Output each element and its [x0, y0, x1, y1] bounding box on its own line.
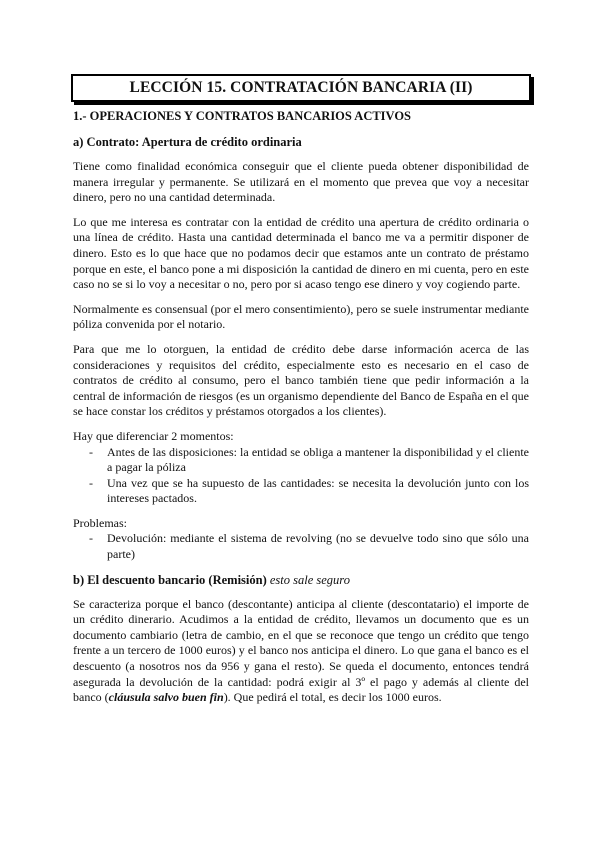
document-body: [73, 108, 529, 715]
moments-label: Hay que diferenciar 2 momentos:: [73, 428, 234, 443]
moments-list: [73, 445, 529, 507]
paragraph: Para que me lo otorguen, la entidad de crédito debe darse información acerca de las consideraciones y requisitos del crédito, especialmente esto es necesario en el caso de contratos de crédito al consumo, pero el banco también tiene que pedir información a la central de información de riesgos (es un organismo dependiente del Banco de España en el que se hace constar los créditos y préstamos otorgados a los clientes).: [73, 341, 529, 419]
paragraph: Normalmente es consensual (por el mero consentimiento), pero se suele instrumentar mediante póliza convenida por el notario.: [73, 301, 529, 332]
subsection-heading-b: b) El descuento bancario (Remisión) esto sale seguro: [73, 572, 350, 587]
lesson-title: LECCIÓN 15. CONTRATACIÓN BANCARIA (II): [71, 74, 531, 102]
paragraph: Tiene como finalidad económica conseguir que el cliente pueda obtener disponibilidad de manera irregular y permanente. Se utilizará en el momento que prevea que voy a necesitar dinero, pero no una cantidad determinada.: [73, 159, 529, 205]
emphasis: cláusula salvo buen fin: [108, 690, 224, 705]
section-heading: 1.- OPERACIONES Y CONTRATOS BANCARIOS ACTIVOS: [73, 109, 412, 123]
heading-note: esto sale seguro: [269, 572, 350, 587]
problems-label: Problemas:: [73, 515, 127, 530]
list-item: - Antes de las disposiciones: la entidad se obliga a mantener la disponibilidad y el cliente a pagar la póliza: [89, 444, 529, 475]
paragraph: Se caracteriza porque el banco (descontante) anticipa al cliente (descontatario) el importe de un crédito dinerario. Acudimos a la entidad de crédito, llevamos un documento que es un documento cambiario (letra de cambio, en el que se reconoce que tengo un crédito que tengo frente a un tercero de 1000 euros) y el banco nos anticipa el dinero. Lo que gana el banco es el descuento (a nosotros nos da 956 y gana el resto). Se queda el documento, entonces tendrá asegurada la devolución de la cantidad: podrá exigir al 3º el pago y además al cliente del banco (cláusula salvo buen fin). Que pedirá el total, es decir los 1000 euros.: [73, 596, 529, 705]
problems-list: [73, 531, 529, 562]
list-item: - Devolución: mediante el sistema de revolving (no se devuelve todo sino que sólo una parte): [89, 531, 529, 562]
subsection-heading-a: a) Contrato: Apertura de crédito ordinaria: [73, 135, 302, 149]
paragraph: Lo que me interesa es contratar con la entidad de crédito una apertura de crédito ordinaria o una línea de crédito. Hasta una cantidad determinada el banco me va a permitir disponer de dinero. Esto es lo que hace que no podamos decir que estamos ante un contrato de préstamo porque en este, el banco pone a mi disposición la cantidad de dinero en mi cuenta, pero en este caso no se si lo voy a necesitar o no, pero por si acaso tengo ese dinero y voy cogiendo parte.: [73, 214, 529, 292]
list-item: - Una vez que se ha supuesto de las cantidades: se necesita la devolución junto con los intereses pactados.: [89, 475, 529, 506]
